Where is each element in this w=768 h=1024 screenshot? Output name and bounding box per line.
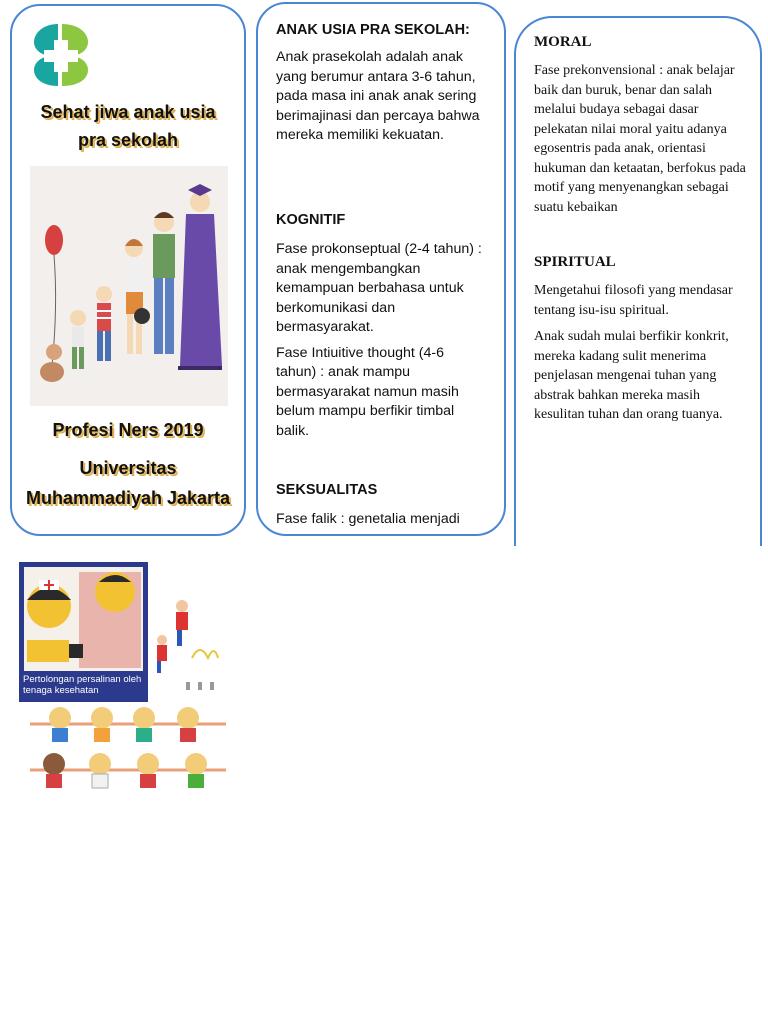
cover-university-line1: Universitas [79, 458, 177, 478]
kids-holding-hands-icon [20, 704, 234, 792]
para-intuitive: Fase Intiuitive thought (4-6 tahun) : anak mampu bermasyarakat namun masih belum mampu berfikir timbal balik. [276, 344, 459, 439]
para-prokonseptual: Fase prokonseptual (2-4 tahun) : anak mengembangkan kemampuan berbahasa untuk berkomunikasi dan bermasyarakat. [276, 241, 482, 335]
heading-spiritual: SPIRITUAL [534, 254, 616, 270]
heading-pra-sekolah: ANAK USIA PRA SEKOLAH: [276, 22, 470, 38]
para-spiritual-2: Anak sudah mulai berfikir konkrit, mereka kadang sulit menerima penjelasan mengenai tuhan yang abstrak bahkan mereka masih kesulitan tuhan dan orang tuanya. [534, 329, 729, 422]
para-moral: Fase prekonvensional : anak belajar baik dan buruk, benar dan salah melalui budaya sebagai dasar pelekatan nilai moral yaitu adanya egosentris pada anak, orientasi hukuman dan ketaatan, berfokus pada motif yang menyenangkan sebagai suatu kebaikan [534, 63, 746, 215]
para-pra-sekolah: Anak prasekolah adalah anak yang berumur antara 3-6 tahun, pada masa ini anak anak sering berimajinasi dan percaya bahwa mereka memiliki kekuatan. [276, 49, 480, 143]
heading-kognitif: KOGNITIF [276, 212, 346, 228]
sign-caption: Pertolongan persalinan oleh tenaga kesehatan [23, 674, 142, 696]
ministry-health-logo-icon [28, 20, 94, 90]
para-falik: Fase falik : genetalia menjadi [276, 511, 460, 527]
right-panel [514, 16, 762, 546]
heading-seksualitas: SEKSUALITAS [276, 482, 378, 498]
midwife-sign-icon [19, 562, 148, 674]
heading-moral: MORAL [534, 34, 592, 50]
middle-panel [256, 2, 506, 536]
cover-panel [10, 4, 246, 536]
cover-university-line2: Muhammadiyah Jakarta [25, 488, 231, 508]
midwife-sign [19, 562, 148, 702]
cover-profesi: Profesi Ners 2019 [52, 420, 204, 440]
cover-title-line1: Sehat jiwa anak usia [40, 102, 216, 122]
para-spiritual-1: Mengetahui filosofi yang mendasar tentang isu-isu spiritual. [534, 283, 733, 318]
running-kids-icon [152, 598, 222, 698]
cover-title-line2: pra sekolah [77, 130, 179, 150]
family-growth-illustration-icon [30, 166, 228, 406]
